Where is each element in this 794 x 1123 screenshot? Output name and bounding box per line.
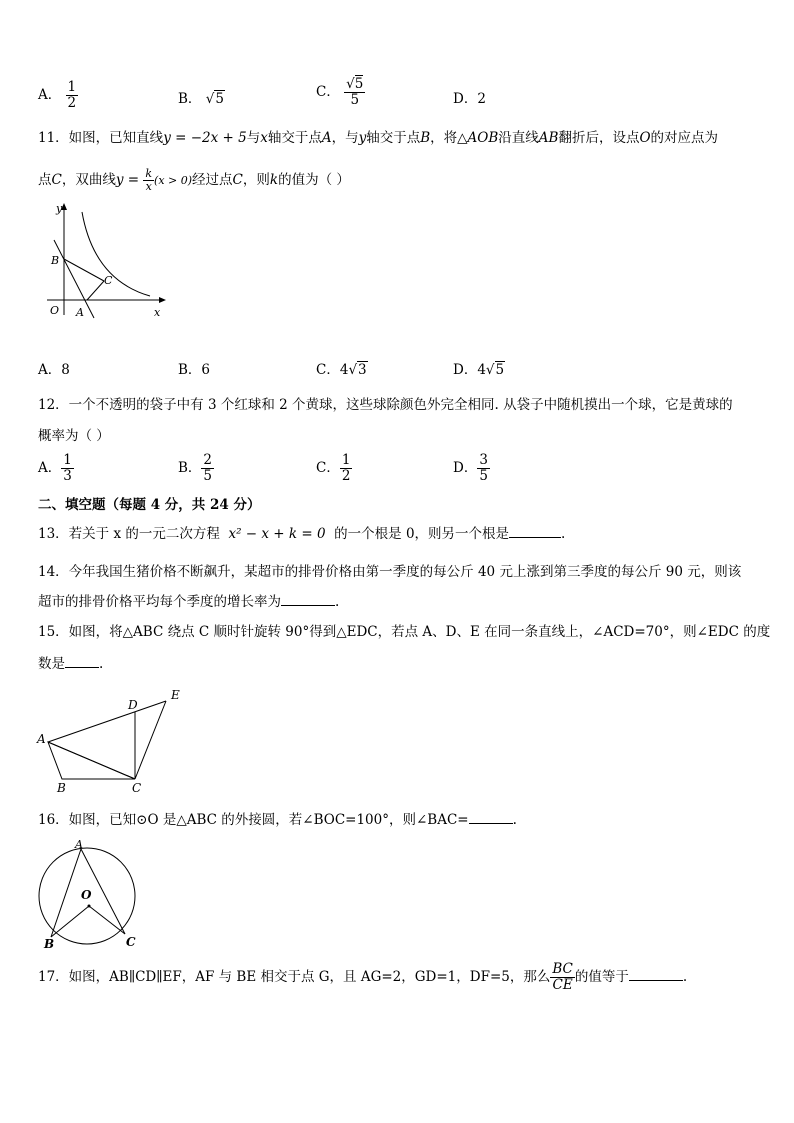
q15-line1: 15．如图，将△ABC 绕点 C 顺时针旋转 90°得到△EDC，若点 A、D、E 在同一条直线上，∠ACD=70°，则∠EDC 的度 — [38, 624, 771, 640]
q10-option-a — [38, 80, 78, 111]
q12-option-a: A． $\frac{1}{3}$ — [38, 452, 72, 484]
q10-option-b: B． √5 — [178, 91, 224, 107]
answer-blank — [281, 591, 335, 606]
label-B: B — [51, 254, 60, 267]
q10-option-d: D．2 — [453, 91, 486, 107]
q15-figure — [35, 685, 195, 795]
fraction: $\frac{BC}{CE}$ — [552, 961, 573, 993]
label-A: A — [37, 732, 46, 746]
label-E: E — [171, 688, 180, 702]
section-heading: 二、填空题（每题 4 分，共 24 分） — [38, 497, 261, 513]
q11-line2: 点C，双曲线y = $\frac{k}{x}$ (x > 0)经过点C，则k的值为（ ） — [38, 167, 350, 193]
label-O: O — [50, 304, 60, 317]
option-letter: A． — [38, 87, 62, 103]
answer-blank — [629, 966, 683, 981]
fraction: $\frac{√5}{5}$ — [346, 76, 364, 108]
q14-line1: 14．今年我国生猪价格不断飙升，某超市的排骨价格由第一季度的每公斤 40 元上涨到第三季度的每公斤 90 元，则该 — [38, 564, 742, 580]
q11-figure — [42, 200, 172, 325]
label-A: A — [76, 306, 84, 319]
fraction: $\frac{1}{2}$ — [67, 79, 77, 111]
q12-line2: 概率为（ ） — [38, 428, 110, 444]
q11-line1: 11．如图，已知直线y = −2x + 5与x轴交于点A，与y轴交于点B，将△AOB沿直线AB翻折后，设点O的对应点为 — [38, 130, 719, 146]
q17: 17．如图，AB∥CD∥EF，AF 与 BE 相交于点 G，且 AG=2，GD=1，DF=5，那么 $\frac{BC}{CE}$ 的值等于 . — [38, 961, 688, 993]
answer-blank — [509, 523, 561, 538]
q12-option-c: C． $\frac{1}{2}$ — [316, 452, 351, 484]
fraction: $\frac{k}{x}$ — [145, 167, 153, 193]
label-C: C — [132, 781, 142, 795]
label-C: C — [126, 935, 136, 949]
label-B: B — [44, 937, 55, 950]
q14-line2: 超市的排骨价格平均每个季度的增长率为 . — [38, 591, 339, 612]
label-B: B — [57, 781, 66, 795]
label-x: x — [154, 306, 161, 319]
q16: 16．如图，已知⊙O 是△ABC 的外接圆，若∠BOC=100°，则∠BAC= . — [38, 809, 517, 830]
q13: 13．若关于 x 的一元二次方程 x² − x + k = 0 的一个根是 0，则另一个根是 . — [38, 523, 565, 544]
q11-option-d: D．4√5 — [453, 362, 505, 378]
q12-option-d: D． $\frac{3}{5}$ — [453, 452, 488, 484]
q12-option-b: B． $\frac{2}{5}$ — [178, 452, 213, 484]
label-A: A — [75, 838, 83, 851]
q16-figure — [32, 838, 144, 950]
q11-option-c: C．4√3 — [316, 362, 367, 378]
label-y: y — [56, 202, 63, 215]
q11-option-a: A．8 — [38, 362, 70, 378]
q10-option-c: C． $\frac{√5}{5}$ — [316, 76, 364, 108]
label-O: O — [81, 888, 92, 902]
label-C: C — [104, 274, 113, 287]
q11-option-b: B．6 — [178, 362, 211, 378]
q15-line2: 数是 . — [38, 653, 103, 674]
label-D: D — [128, 698, 138, 712]
sqrt: √5 — [205, 91, 224, 107]
q12-line1: 12．一个不透明的袋子中有 3 个红球和 2 个黄球，这些球除颜色外完全相同. 从袋子中随机摸出一个球，它是黄球的 — [38, 397, 733, 413]
answer-blank — [65, 653, 99, 668]
answer-blank — [469, 809, 513, 824]
